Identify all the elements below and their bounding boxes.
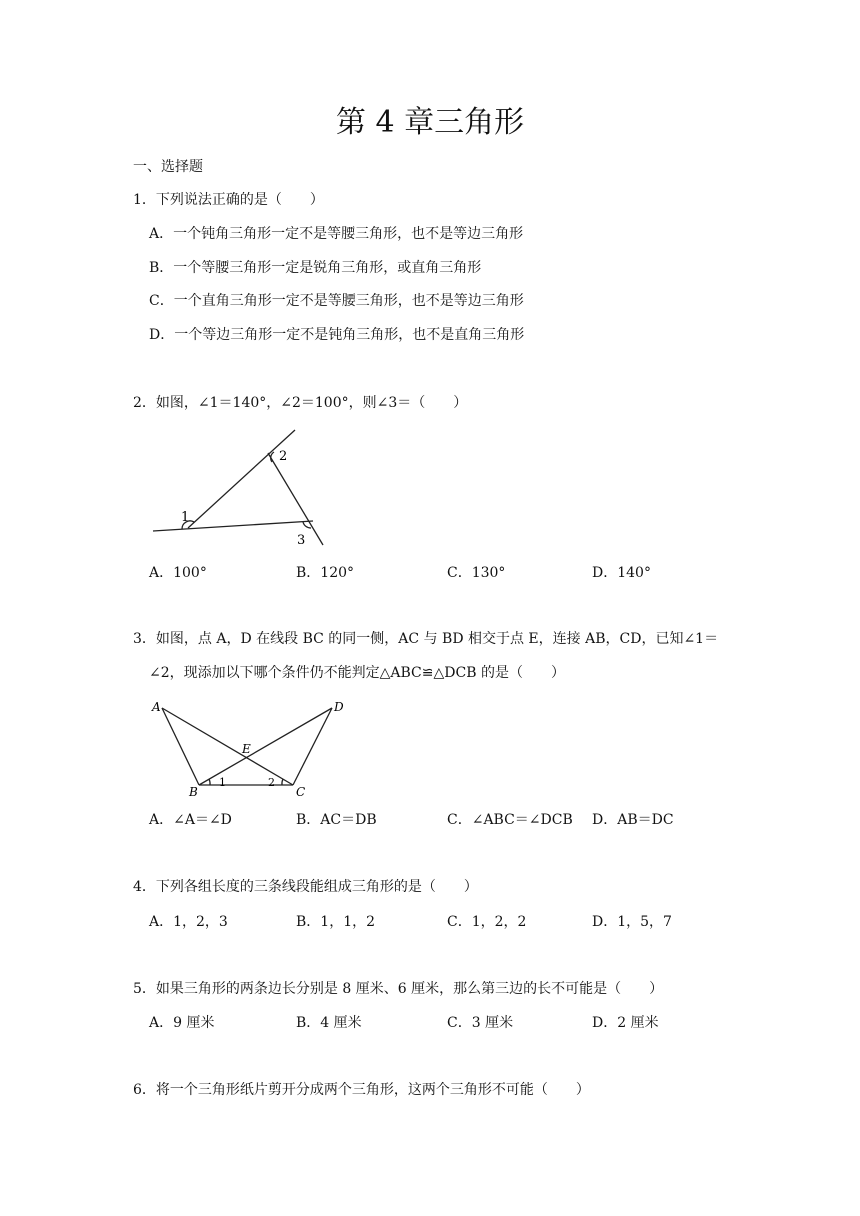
question-1-option-a: A．一个钝角三角形一定不是等腰三角形，也不是等边三角形 [149,226,524,242]
figure-3-label-2: 2 [268,776,275,789]
question-2-option-c: C．130° [447,565,506,581]
question-4-option-c: C．1，2，2 [447,914,527,930]
figure-3-label-1: 1 [219,776,226,789]
question-3-figure [148,698,358,802]
question-1-option-d: D．一个等边三角形一定不是钝角三角形，也不是直角三角形 [149,327,525,343]
question-3-option-c: C．∠ABC＝∠DCB [447,812,573,828]
question-3-option-a: A．∠A＝∠D [149,812,232,828]
question-4-option-b: B．1，1，2 [296,914,376,930]
question-6-stem: 6．将一个三角形纸片剪开分成两个三角形，这两个三角形不可能（ ） [133,1082,590,1098]
question-5-option-b: B．4 厘米 [296,1015,362,1031]
figure-3-label-b: B [189,785,198,799]
page-title: 第 4 章三角形 [335,105,525,140]
figure-3-label-a: A [152,700,161,714]
question-3-stem-line-1: 3．如图，点 A，D 在线段 BC 的同一侧，AC 与 BD 相交于点 E，连接 AB，CD，已知∠1＝ [133,631,719,647]
question-3-option-d: D．AB＝DC [592,812,674,828]
figure-3-label-d: D [334,700,344,714]
question-4-stem: 4．下列各组长度的三条线段能组成三角形的是（ ） [133,879,478,895]
question-5-option-c: C．3 厘米 [447,1015,514,1031]
question-1-option-c: C．一个直角三角形一定不是等腰三角形，也不是等边三角形 [149,293,524,309]
question-5-option-d: D．2 厘米 [592,1015,659,1031]
question-2-option-b: B．120° [296,565,355,581]
figure-3-label-c: C [296,785,306,799]
question-5-option-a: A．9 厘米 [149,1015,215,1031]
question-1-stem: 1．下列说法正确的是（ ） [133,192,324,208]
section-heading: 一、选择题 [133,159,203,175]
question-2-option-d: D．140° [592,565,651,581]
figure-3-angle-1-arc [209,779,210,785]
question-2-stem: 2．如图，∠1＝140°，∠2＝100°，则∠3＝（ ） [133,395,468,411]
question-2-figure [148,425,338,553]
figure-2-left-line [188,430,295,528]
figure-2-label-1: 1 [181,510,190,525]
figure-3-segment-ac [162,708,293,785]
figure-2-right-line [268,453,323,545]
question-2-option-a: A．100° [149,565,207,581]
question-4-option-a: A．1，2，3 [149,914,228,930]
question-3-stem-line-2: ∠2，现添加以下哪个条件仍不能判定△ABC≌△DCB 的是（ ） [149,665,565,681]
question-4-option-d: D．1，5，7 [592,914,672,930]
figure-3-label-e: E [242,742,251,756]
figure-2-label-3: 3 [297,533,306,548]
figure-2-base-line [153,521,313,531]
question-1-option-b: B．一个等腰三角形一定是锐角三角形，或直角三角形 [149,260,482,276]
figure-2-label-2: 2 [279,449,288,464]
question-5-stem: 5．如果三角形的两条边长分别是 8 厘米、6 厘米，那么第三边的长不可能是（ ） [133,981,664,997]
question-3-option-b: B．AC＝DB [296,812,377,828]
figure-3-angle-2-arc [282,779,283,785]
